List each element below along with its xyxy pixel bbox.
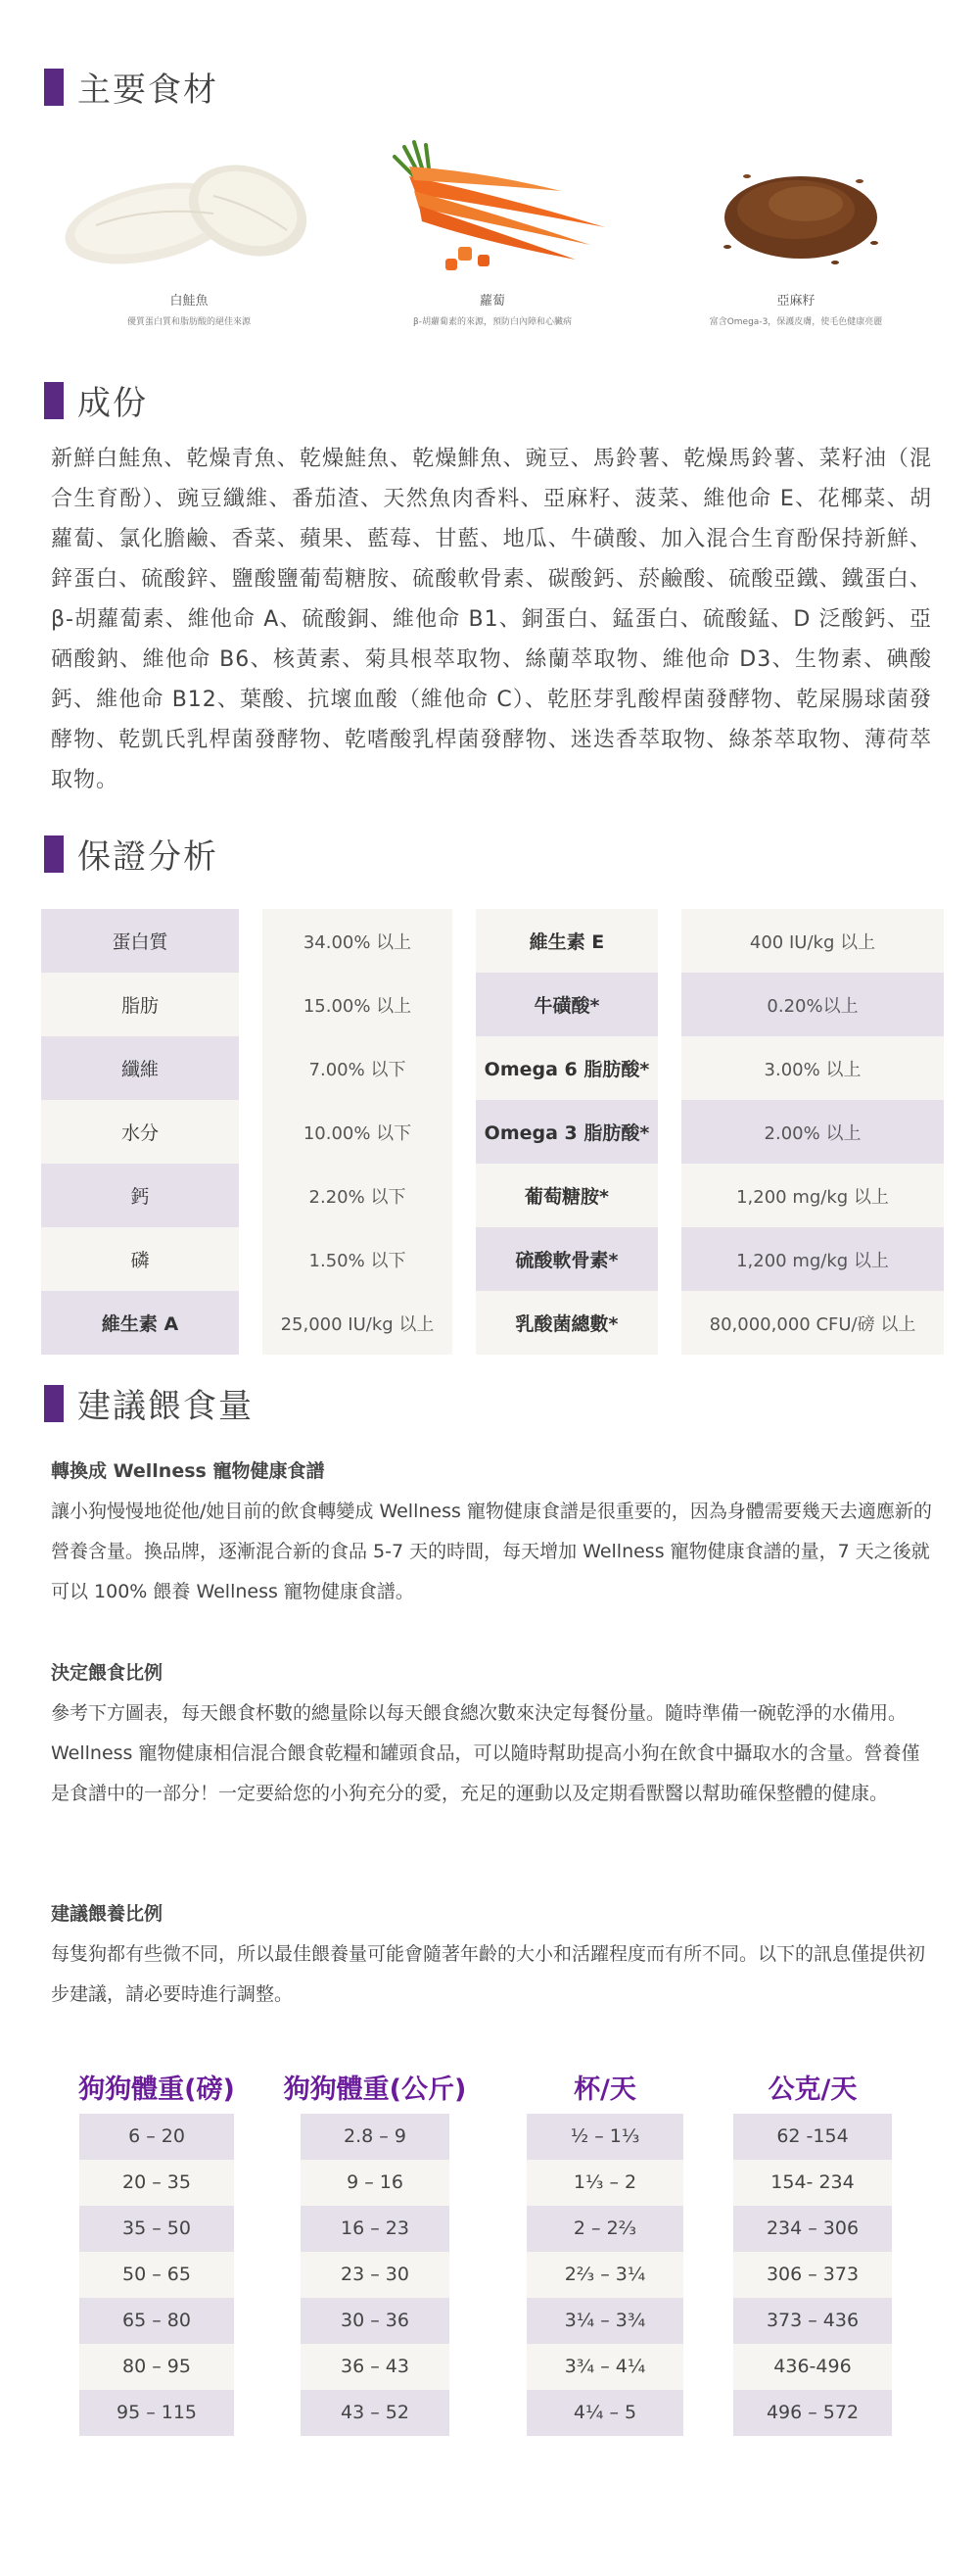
table-cell: 306 – 373 — [733, 2252, 892, 2298]
ingredient-carrot — [346, 137, 639, 327]
paragraph-body: 每隻狗都有些微不同，所以最佳餵養量可能會隨著年齡的大小和活躍程度而有所不同。以下的訊息僅提供初步建議，請必要時進行調整。 — [51, 1943, 926, 2005]
nutrient-name: 牛磺酸* — [476, 973, 658, 1036]
analysis-section-title: 保證分析 — [44, 830, 218, 878]
table-cell: 9 – 16 — [301, 2160, 449, 2206]
nutrient-name: Omega 6 脂肪酸* — [476, 1036, 658, 1100]
nutrient-name: 硫酸軟骨素* — [476, 1227, 658, 1291]
column-grams-per-day — [729, 2067, 896, 2436]
table-cell: 20 – 35 — [79, 2160, 234, 2206]
table-cell: 2⅔ – 3¼ — [527, 2252, 683, 2298]
nutrient-name: 維生素 E — [476, 909, 658, 973]
table-cell: 16 – 23 — [301, 2206, 449, 2252]
guaranteed-analysis-table — [41, 909, 944, 1355]
nutrient-value: 1,200 mg/kg 以上 — [681, 1164, 944, 1227]
carrot-image — [365, 137, 620, 284]
nutrient-value: 3.00% 以上 — [681, 1036, 944, 1100]
table-cell: 35 – 50 — [79, 2206, 234, 2252]
composition-section-title: 成份 — [44, 376, 148, 424]
table-cell: 6 – 20 — [79, 2114, 234, 2160]
paragraph-heading: 決定餵食比例 — [51, 1662, 163, 1684]
transition-paragraph — [51, 1452, 932, 1612]
table-row — [41, 909, 944, 973]
ingredient-description: β-胡蘿蔔素的來源，預防白內障和心臟病 — [413, 317, 572, 327]
nutrient-value: 400 IU/kg 以上 — [681, 909, 944, 973]
column-header: 狗狗體重(磅) — [78, 2075, 235, 2105]
table-cell: 154- 234 — [733, 2160, 892, 2206]
nutrient-name: 纖維 — [41, 1036, 239, 1100]
ingredient-flaxseed — [649, 137, 943, 327]
table-cell: 1⅓ – 2 — [527, 2160, 683, 2206]
paragraph-body: 參考下方圖表，每天餵食杯數的總量除以每天餵食總次數來決定每餐份量。隨時準備一碗乾淨的水備用。Wellness 寵物健康相信混合餵食乾糧和罐頭食品，可以隨時幫助提高小狗在飲食中攝取水的含量。營養僅是食譜中的一部分！一定要給您的小狗充分的愛，充足的運動以及定期看獸醫以幫助確保整體的健康。 — [51, 1702, 920, 1804]
paragraph-body: 讓小狗慢慢地從他/她目前的飲食轉變成 Wellness 寵物健康食譜是很重要的，因為身體需要幾天去適應新的營養含量。換品牌，逐漸混合新的食品 5-7 天的時間，每天增加 Wellness 寵物健康食譜的量，7 天之後就可以 100% 餵養 Wellness 寵物健康食譜。 — [51, 1501, 932, 1602]
table-cell: 23 – 30 — [301, 2252, 449, 2298]
column-header: 狗狗體重(公斤) — [283, 2075, 467, 2105]
ingredient-name: 蘿蔔 — [479, 294, 505, 309]
nutrient-name: 鈣 — [41, 1164, 239, 1227]
table-cell: 43 – 52 — [301, 2390, 449, 2436]
ingredient-description: 富含Omega-3，保護皮膚，使毛色健康亮麗 — [709, 317, 883, 327]
whitefish-image — [57, 137, 321, 284]
nutrient-value: 34.00% 以上 — [262, 909, 452, 973]
nutrient-name: 葡萄糖胺* — [476, 1164, 658, 1227]
nutrient-name: 水分 — [41, 1100, 239, 1164]
table-cell: 3¾ – 4¼ — [527, 2344, 683, 2390]
table-cell: 50 – 65 — [79, 2252, 234, 2298]
column-header: 杯/天 — [574, 2075, 636, 2105]
nutrient-name: 脂肪 — [41, 973, 239, 1036]
table-cell: 95 – 115 — [79, 2390, 234, 2436]
feeding-section-title: 建議餵食量 — [44, 1379, 254, 1427]
table-row — [41, 1100, 944, 1164]
table-cell: 65 – 80 — [79, 2298, 234, 2344]
column-weight-kg — [272, 2067, 478, 2436]
recommendation-paragraph — [51, 1894, 932, 2015]
table-cell: 36 – 43 — [301, 2344, 449, 2390]
ingredient-name: 白鮭魚 — [169, 294, 209, 309]
table-cell: 30 – 36 — [301, 2298, 449, 2344]
table-cell: 373 – 436 — [733, 2298, 892, 2344]
table-row — [41, 973, 944, 1036]
column-cups-per-day — [522, 2067, 688, 2436]
paragraph-heading: 建議餵養比例 — [51, 1903, 163, 1925]
title-accent-bar — [44, 69, 64, 106]
title-accent-bar — [44, 382, 64, 419]
flaxseed-image — [688, 137, 904, 284]
nutrient-value: 25,000 IU/kg 以上 — [262, 1291, 452, 1355]
table-row — [41, 1036, 944, 1100]
nutrient-value: 2.20% 以下 — [262, 1164, 452, 1227]
table-row — [41, 1291, 944, 1355]
nutrient-value: 2.00% 以上 — [681, 1100, 944, 1164]
ingredients-row — [0, 137, 979, 333]
column-weight-lbs — [54, 2067, 259, 2436]
table-cell: 436-496 — [733, 2344, 892, 2390]
nutrient-value: 1,200 mg/kg 以上 — [681, 1227, 944, 1291]
ingredient-description: 優質蛋白質和脂肪酸的絕佳來源 — [126, 317, 251, 327]
title-accent-bar — [44, 1385, 64, 1422]
table-cell: 62 -154 — [733, 2114, 892, 2160]
nutrient-name: 維生素 A — [41, 1291, 239, 1355]
title-accent-bar — [44, 835, 64, 873]
table-cell: 4¼ – 5 — [527, 2390, 683, 2436]
table-cell: 3¼ – 3¾ — [527, 2298, 683, 2344]
nutrient-value: 7.00% 以下 — [262, 1036, 452, 1100]
table-cell: 2 – 2⅔ — [527, 2206, 683, 2252]
table-cell: ½ – 1⅓ — [527, 2114, 683, 2160]
composition-text: 新鮮白鮭魚、乾燥青魚、乾燥鮭魚、乾燥鯡魚、豌豆、馬鈴薯、乾燥馬鈴薯、菜籽油（混合生育酚）、豌豆纖維、番茄渣、天然魚肉香料、亞麻籽、菠菜、維他命 E、花椰菜、胡蘿蔔、氯化膽鹼、香菜、蘋果、藍莓、甘藍、地瓜、牛磺酸、加入混合生育酚保持新鮮、鋅蛋白、硫酸鋅、鹽酸鹽葡萄糖胺、硫酸軟骨素、碳酸鈣、菸鹼酸、硫酸亞鐵、鐵蛋白、β-胡蘿蔔素、維他命 A、硫酸銅、維他命 B1、銅蛋白、錳蛋白、硫酸錳、D 泛酸鈣、亞硒酸鈉、維他命 B6、核黃素、菊具根萃取物、絲蘭萃取物、維他命 D3、生物素、碘酸鈣、維他命 B12、葉酸、抗壞血酸（維他命 C）、乾胚芽乳酸桿菌發酵物、乾屎腸球菌發酵物、乾凱氏乳桿菌發酵物、乾嗜酸乳桿菌發酵物、迷迭香萃取物、綠茶萃取物、薄荷萃取物。 — [51, 447, 932, 792]
nutrient-value: 15.00% 以上 — [262, 973, 452, 1036]
ingredients-section-title: 主要食材 — [44, 63, 218, 111]
ingredient-name: 亞麻籽 — [776, 294, 816, 309]
paragraph-heading: 轉換成 Wellness 寵物健康食譜 — [51, 1460, 325, 1482]
nutrient-value: 80,000,000 CFU/磅 以上 — [681, 1291, 944, 1355]
table-cell: 80 – 95 — [79, 2344, 234, 2390]
nutrient-name: 乳酸菌總數* — [476, 1291, 658, 1355]
table-cell: 496 – 572 — [733, 2390, 892, 2436]
nutrient-name: 磷 — [41, 1227, 239, 1291]
table-cell: 2.8 – 9 — [301, 2114, 449, 2160]
table-row — [41, 1227, 944, 1291]
nutrient-value: 10.00% 以下 — [262, 1100, 452, 1164]
portion-paragraph — [51, 1653, 932, 1814]
table-row — [41, 1164, 944, 1227]
ingredient-whitefish — [42, 137, 336, 327]
nutrient-value: 1.50% 以下 — [262, 1227, 452, 1291]
nutrient-name: Omega 3 脂肪酸* — [476, 1100, 658, 1164]
column-header: 公克/天 — [768, 2075, 858, 2105]
nutrient-value: 0.20%以上 — [681, 973, 944, 1036]
table-cell: 234 – 306 — [733, 2206, 892, 2252]
nutrient-name: 蛋白質 — [41, 909, 239, 973]
